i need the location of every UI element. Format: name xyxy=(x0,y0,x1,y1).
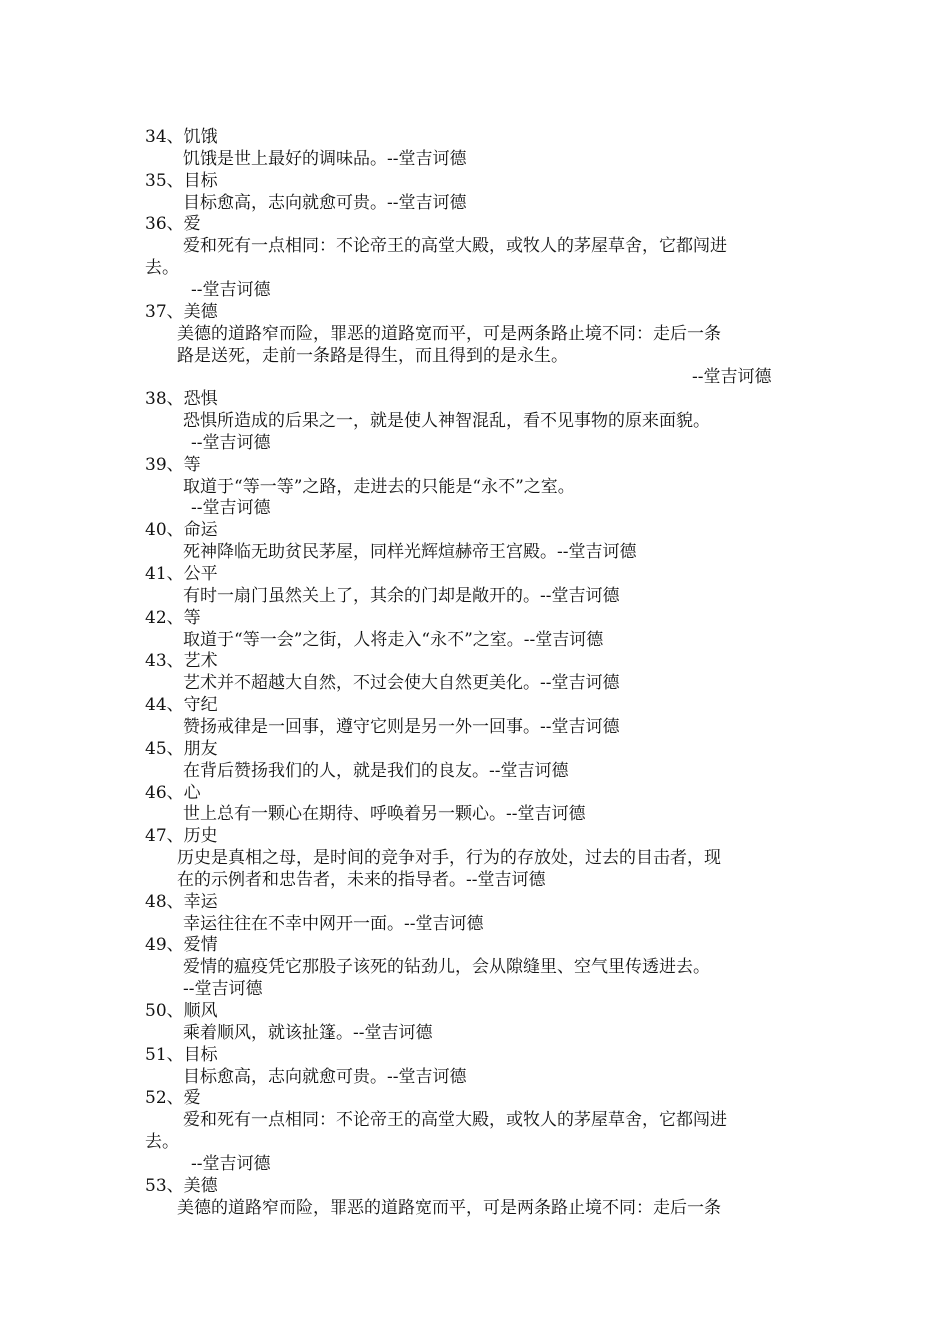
quote-heading: 35、目标 xyxy=(145,170,218,191)
quote-attribution: --堂吉诃德 xyxy=(191,432,271,453)
quote-heading: 53、美德 xyxy=(145,1175,218,1196)
quote-text: 美德的道路窄而险，罪恶的道路宽而平，可是两条路止境不同：走后一条 xyxy=(177,323,721,344)
quote-text: 死神降临无助贫民茅屋，同样光辉煊赫帝王宫殿。--堂吉诃德 xyxy=(183,542,637,563)
quote-heading: 51、目标 xyxy=(145,1044,218,1065)
quote-text: 爱和死有一点相同：不论帝王的高堂大殿，或牧人的茅屋草舍，它都闯进 xyxy=(183,1110,727,1131)
quote-heading: 40、命运 xyxy=(145,520,218,541)
quote-heading: 42、等 xyxy=(145,607,201,628)
quote-text: 有时一扇门虽然关上了，其余的门却是敞开的。--堂吉诃德 xyxy=(183,585,620,606)
quote-text: 恐惧所造成的后果之一，就是使人神智混乱，看不见事物的原来面貌。 xyxy=(183,411,710,432)
quote-text: 去。 xyxy=(145,258,179,279)
quote-heading: 46、心 xyxy=(145,782,201,803)
quote-text: 爱情的瘟疫凭它那股子该死的钻劲儿，会从隙缝里、空气里传透进去。 xyxy=(183,957,710,978)
quote-heading: 39、等 xyxy=(145,454,201,475)
quote-text: 历史是真相之母，是时间的竞争对手，行为的存放处，过去的目击者，现 xyxy=(177,848,721,869)
quote-attribution: --堂吉诃德 xyxy=(191,498,271,519)
quote-text: 乘着顺风，就该扯篷。--堂吉诃德 xyxy=(183,1022,433,1043)
quote-text: 在背后赞扬我们的人，就是我们的良友。--堂吉诃德 xyxy=(183,760,569,781)
quote-text: 幸运往往在不幸中网开一面。--堂吉诃德 xyxy=(183,913,484,934)
quote-heading: 45、朋友 xyxy=(145,738,218,759)
quote-heading: 50、顺风 xyxy=(145,1001,218,1021)
quote-text: 饥饿是世上最好的调味品。--堂吉诃德 xyxy=(183,148,467,169)
quote-heading: 48、幸运 xyxy=(145,891,218,912)
quote-heading: 37、美德 xyxy=(145,301,218,322)
quote-text: 目标愈高，志向就愈可贵。--堂吉诃德 xyxy=(183,192,467,213)
quote-heading: 34、饥饿 xyxy=(145,127,218,147)
quote-text: 世上总有一颗心在期待、呼唤着另一颗心。--堂吉诃德 xyxy=(183,804,586,825)
quote-heading: 52、爱 xyxy=(145,1088,201,1109)
quote-heading: 44、守纪 xyxy=(145,695,218,716)
quote-text: 取道于“等一会”之街，人将走入“永不”之室。--堂吉诃德 xyxy=(183,629,604,650)
quote-attribution: --堂吉诃德 xyxy=(191,1153,271,1174)
quote-attribution: --堂吉诃德 xyxy=(183,979,263,1000)
quote-heading: 41、公平 xyxy=(145,564,218,584)
quote-text: 取道于“等一等”之路，走进去的只能是“永不”之室。 xyxy=(183,476,575,497)
quote-attribution: --堂吉诃德 xyxy=(191,279,271,300)
quote-text: 路是送死，走前一条路是得生，而且得到的是永生。 xyxy=(177,345,568,366)
quote-text: 去。 xyxy=(145,1132,179,1153)
quote-text: 美德的道路窄而险，罪恶的道路宽而平，可是两条路止境不同：走后一条 xyxy=(177,1197,721,1218)
quote-attribution: --堂吉诃德 xyxy=(692,367,772,388)
quote-text: 目标愈高，志向就愈可贵。--堂吉诃德 xyxy=(183,1066,467,1087)
quote-heading: 47、历史 xyxy=(145,826,218,847)
quote-text: 艺术并不超越大自然，不过会使大自然更美化。--堂吉诃德 xyxy=(183,673,620,694)
quote-heading: 49、爱情 xyxy=(145,935,218,956)
quote-heading: 36、爱 xyxy=(145,214,201,235)
quote-text: 爱和死有一点相同：不论帝王的高堂大殿，或牧人的茅屋草舍，它都闯进 xyxy=(183,236,727,257)
quote-text: 赞扬戒律是一回事，遵守它则是另一外一回事。--堂吉诃德 xyxy=(183,716,620,737)
quote-heading: 43、艺术 xyxy=(145,651,218,672)
quote-heading: 38、恐惧 xyxy=(145,389,218,410)
quote-text: 在的示例者和忠告者，未来的指导者。--堂吉诃德 xyxy=(177,869,546,890)
